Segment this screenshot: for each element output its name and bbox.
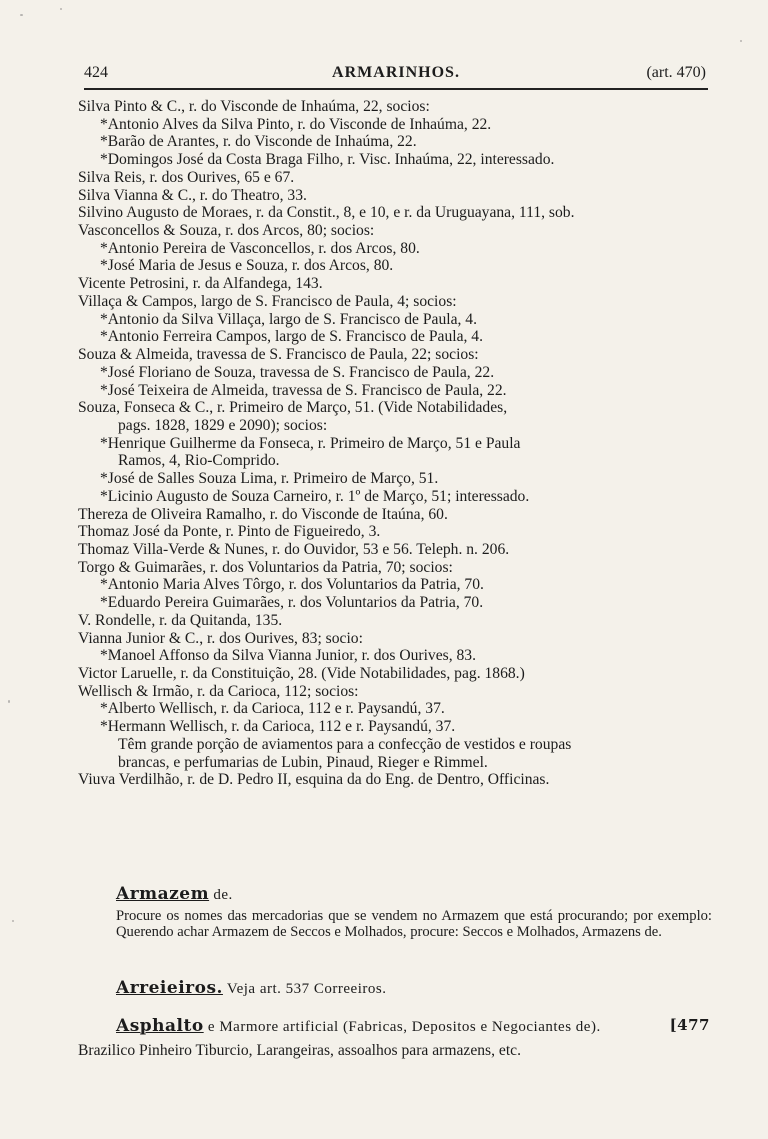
asphalto-heading: Asphalto <box>116 1016 204 1036</box>
armazem-section <box>116 884 712 940</box>
entry-line: Torgo & Guimarães, r. dos Voluntarios da Patria, 70; socios: <box>78 558 453 576</box>
entry-line: *José Teixeira de Almeida, travessa de S. Francisco de Paula, 22. <box>100 381 507 399</box>
entry-line: Wellisch & Irmão, r. da Carioca, 112; socios: <box>78 682 359 700</box>
entry-line: pags. 1828, 1829 e 2090); socios: <box>118 416 328 434</box>
entry-line: *Eduardo Pereira Guimarães, r. dos Voluntarios da Patria, 70. <box>100 594 484 612</box>
print-speck <box>20 14 23 16</box>
entry-line: *Domingos José da Costa Braga Filho, r. Visc. Inhaúma, 22, interessado. <box>100 151 555 169</box>
entry-line: Vianna Junior & C., r. dos Ourives, 83; socio: <box>78 629 363 647</box>
armazem-heading: Armazem <box>116 884 210 904</box>
entry-line: *José Maria de Jesus e Souza, r. dos Arcos, 80. <box>100 257 394 275</box>
asphalto-section <box>116 1016 712 1036</box>
entry-line: *Antonio Alves da Silva Pinto, r. do Visconde de Inhaúma, 22. <box>100 115 492 133</box>
entry-line: *Henrique Guilherme da Fonseca, r. Primeiro de Março, 51 e Paula <box>100 434 521 452</box>
arreieiros-crossref: Veja art. 537 Correeiros. <box>222 981 387 997</box>
entry-line: *Alberto Wellisch, r. da Carioca, 112 e r. Paysandú, 37. <box>100 700 445 718</box>
entry-line: Viuva Verdilhão, r. de D. Pedro II, esquina da do Eng. de Dentro, Officinas. <box>78 771 550 789</box>
print-speck <box>8 700 10 703</box>
entry-line: *Antonio Pereira de Vasconcellos, r. dos Arcos, 80. <box>100 239 420 257</box>
print-speck <box>12 920 14 922</box>
asphalto-article-number: [477 <box>669 1016 710 1034</box>
entry-line: *Antonio Ferreira Campos, largo de S. Francisco de Paula, 4. <box>100 328 483 346</box>
directory-entries <box>78 98 712 789</box>
entry-line: Silva Reis, r. dos Ourives, 65 e 67. <box>78 168 295 186</box>
entry-line: Villaça & Campos, largo de S. Francisco de Paula, 4; socios: <box>78 292 457 310</box>
entry-line: *Barão de Arantes, r. do Visconde de Inhaúma, 22. <box>100 133 417 151</box>
print-speck <box>740 40 742 42</box>
entry-line: V. Rondelle, r. da Quitanda, 135. <box>78 611 283 629</box>
entry-line: Souza, Fonseca & C., r. Primeiro de Março, 51. (Vide Notabilidades, <box>78 399 508 417</box>
entry-line: *Licinio Augusto de Souza Carneiro, r. 1º de Março, 51; interessado. <box>100 487 530 505</box>
entry-line: Vasconcellos & Souza, r. dos Arcos, 80; socios: <box>78 222 375 240</box>
asphalto-entry: Brazilico Pinheiro Tiburcio, Larangeiras, assoalhos para armazens, etc. <box>78 1042 521 1059</box>
asphalto-description: e Marmore artificial (Fabricas, Depositos e Negociantes de). <box>203 1019 601 1035</box>
entry-line: Victor Laruelle, r. da Constituição, 28. (Vide Notabilidades, pag. 1868.) <box>78 665 525 682</box>
entry-line: *José Floriano de Souza, travessa de S. Francisco de Paula, 22. <box>100 363 495 381</box>
arreieiros-section <box>116 978 712 998</box>
entry-line: *Hermann Wellisch, r. da Carioca, 112 e r. Paysandú, 37. <box>100 718 456 736</box>
entry-line: *José de Salles Souza Lima, r. Primeiro de Março, 51. <box>100 470 439 488</box>
entry-line: Thomaz Villa-Verde & Nunes, r. do Ouvidor, 53 e 56. Teleph. n. 206. <box>78 540 510 558</box>
entry-line: Silvino Augusto de Moraes, r. da Constit., 8, e 10, e r. da Uruguayana, 111, sob. <box>78 204 575 222</box>
entry-line: brancas, e perfumarias de Lubin, Pinaud, Rieger e Rimmel. <box>118 753 488 771</box>
print-speck <box>60 8 62 10</box>
page-header <box>84 58 708 90</box>
entry-line: Souza & Almeida, travessa de S. Francisco de Paula, 22; socios: <box>78 346 479 364</box>
armazem-suffix: de. <box>209 887 233 903</box>
entry-line: Thomaz José da Ponte, r. Pinto de Figueiredo, 3. <box>78 523 381 541</box>
page-number: 424 <box>84 64 108 81</box>
entry-line: *Antonio da Silva Villaça, largo de S. Francisco de Paula, 4. <box>100 310 477 328</box>
entry-line: *Manoel Affonso da Silva Vianna Junior, r. dos Ourives, 83. <box>100 647 476 665</box>
entry-line: Silva Vianna & C., r. do Theatro, 33. <box>78 186 307 204</box>
entry-line: Ramos, 4, Rio-Comprido. <box>118 452 280 470</box>
entry-line: Têm grande porção de aviamentos para a confecção de vestidos e roupas <box>118 735 572 753</box>
armazem-note: Procure os nomes das mercadorias que se vendem no Armazem que está procurando; por exemplo: Querendo achar Armazem de Seccos e Molhados, procure: Seccos e Molhados, Armazens de. <box>116 908 712 940</box>
entry-line: Silva Pinto & C., r. do Visconde de Inhaúma, 22, socios: <box>78 98 430 115</box>
entry-line: *Antonio Maria Alves Tôrgo, r. dos Voluntarios da Patria, 70. <box>100 576 484 594</box>
page-title: ARMARINHOS. <box>332 64 460 81</box>
article-reference: (art. 470) <box>646 64 706 81</box>
entry-line: Vicente Petrosini, r. da Alfandega, 143. <box>78 275 323 293</box>
arreieiros-heading: Arreieiros. <box>116 978 223 998</box>
entry-line: Thereza de Oliveira Ramalho, r. do Visconde de Itaúna, 60. <box>78 505 448 523</box>
